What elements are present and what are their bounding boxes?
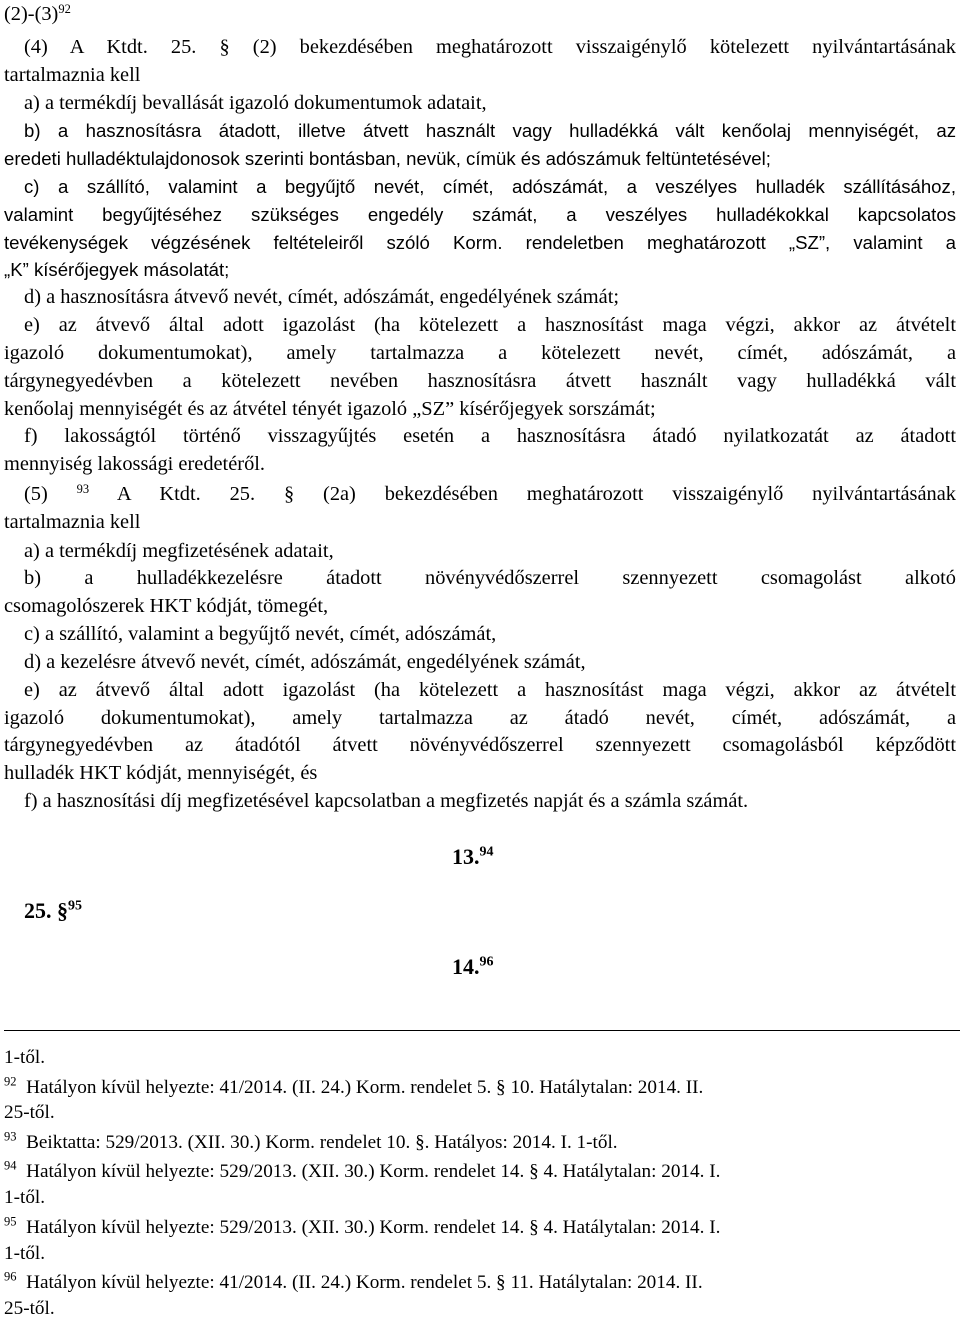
footnote-ref-92[interactable]: 92 xyxy=(58,2,71,17)
item-e-line: hulladék HKT kódját, mennyiségét, és xyxy=(4,762,318,784)
footnote-95-continuation: 1-től. xyxy=(4,1243,46,1264)
footnote-92: $^{92}$ Hatályon kívül helyezte: 41/2014. (II. 24.) Korm. rendelet 5. § 10. Hatálytalan: 2014. II. xyxy=(4,1074,704,1098)
item-a-line: a) a termékdíj megfizetésének adatait, xyxy=(24,540,334,562)
item-c-line: „K” kísérőjegyek másolatát; xyxy=(4,259,230,280)
item-f-line: f) lakosságtól történő visszagyűjtés esetén a hasznosításra átadó nyilatkozatát az átadott xyxy=(24,425,956,447)
item-b-line: b) a hasznosításra átadott, illetve átvett használt vagy hulladékká vált kenőolaj mennyiségét, az xyxy=(24,120,956,141)
paragraph-4-line: tartalmaznia kell xyxy=(4,64,141,86)
footnote-ref-93[interactable]: 93 xyxy=(76,482,90,497)
item-b-line: eredeti hulladéktulajdonosok szerinti bontásban, nevük, címük és adószámuk feltüntetésével; xyxy=(4,148,771,169)
footnote-92-continuation: 25-től. xyxy=(4,1102,55,1123)
section-2-3-repealed: $(2)-(3)^{92}$ xyxy=(4,2,71,25)
footnote-93: $^{93}$ Beiktatta: 529/2013. (XII. 30.) Korm. rendelet 10. §. Hatályos: 2014. I. 1-től. xyxy=(4,1129,618,1153)
paragraph-5-line: (5) $^{93}$ A Ktdt. 25. § (2a) bekezdésében meghatározott visszaigénylő nyilvántartásának xyxy=(24,482,956,505)
item-a-line: a) a termékdíj bevallását igazoló dokumentumok adatait, xyxy=(24,92,487,114)
item-e-line: e) az átvevő által adott igazolást (ha kötelezett a hasznosítást maga végzi, akkor az átvételt xyxy=(24,679,956,701)
footnote-ref-94[interactable]: 94 xyxy=(479,844,494,860)
item-c-line: valamint begyűjtéséhez szükséges engedély számát, a veszélyes hulladékokkal kapcsolatos xyxy=(4,204,956,225)
footnote-ref-96[interactable]: 96 xyxy=(479,954,494,970)
item-f-line: f) a hasznosítási díj megfizetésével kapcsolatban a megfizetés napját és a számla számát. xyxy=(24,790,749,812)
footnote-96: $^{96}$ Hatályon kívül helyezte: 41/2014. (II. 24.) Korm. rendelet 5. § 11. Hatálytalan: 2014. II. xyxy=(4,1269,703,1293)
item-c-line: c) a szállító, valamint a begyűjtő nevét, címét, adószámát, xyxy=(24,623,497,645)
item-f-line: mennyiség lakossági eredetéről. xyxy=(4,453,266,475)
footnote-94: $^{94}$ Hatályon kívül helyezte: 529/2013. (XII. 30.) Korm. rendelet 14. § 4. Hatálytalan: 2014. I. xyxy=(4,1158,721,1182)
item-d-line: d) a hasznosításra átvevő nevét, címét, adószámát, engedélyének számát; xyxy=(24,286,620,308)
item-e-line: tárgynegyedévben a kötelezett nevében hasznosításra átvett használt vagy hulladékká vált xyxy=(4,370,956,392)
item-d-line: d) a kezelésre átvevő nevét, címét, adószámát, engedélyének számát, xyxy=(24,651,586,673)
item-e-line: igazoló dokumentumokat), amely tartalmazza az átadó nevét, címét, adószámát, a xyxy=(4,707,956,729)
item-e-line: tárgynegyedévben az átadótól átvett növényvédőszerrel szennyezett csomagolásból képződött xyxy=(4,734,956,756)
item-e-line: e) az átvevő által adott igazolást (ha kötelezett a hasznosítást maga végzi, akkor az átvételt xyxy=(24,314,956,336)
item-c-line: c) a szállító, valamint a begyűjtő nevét, címét, adószámát, a veszélyes hulladék szállításához, xyxy=(24,176,956,197)
chapter-heading-13: 13.94 xyxy=(452,844,494,869)
item-e-line: kenőolaj mennyiségét és az átvétel tényét igazoló „SZ” kísérőjegyek sorszámát; xyxy=(4,398,656,420)
footnote-ref-95[interactable]: 95 xyxy=(68,898,82,914)
item-b-line: csomagolószerek HKT kódját, tömegét, xyxy=(4,595,329,617)
chapter-heading-14: 14.96 xyxy=(452,954,494,979)
item-b-line: b) a hulladékkezelésre átadott növényvédőszerrel szennyezett csomagolást alkotó xyxy=(24,567,956,589)
footnote-94-continuation: 1-től. xyxy=(4,1187,46,1208)
footnote-96-continuation: 25-től. xyxy=(4,1298,55,1319)
item-c-line: tevékenységek végzésének feltételeiről szóló Korm. rendeletben meghatározott „SZ”, valamint a xyxy=(4,232,956,253)
footnote-separator xyxy=(4,1030,960,1031)
paragraph-5-line: tartalmaznia kell xyxy=(4,511,141,533)
footnote-continuation: 1-től. xyxy=(4,1047,46,1068)
item-e-line: igazoló dokumentumokat), amely tartalmazza a kötelezett nevét, címét, adószámát, a xyxy=(4,342,956,364)
footnote-95: $^{95}$ Hatályon kívül helyezte: 529/2013. (XII. 30.) Korm. rendelet 14. § 4. Hatálytalan: 2014. I. xyxy=(4,1214,721,1238)
paragraph-4-line: (4) A Ktdt. 25. § (2) bekezdésében meghatározott visszaigénylő kötelezett nyilvántartásának xyxy=(24,36,956,58)
section-heading-25: 25. §$^{95}$ xyxy=(24,898,82,923)
